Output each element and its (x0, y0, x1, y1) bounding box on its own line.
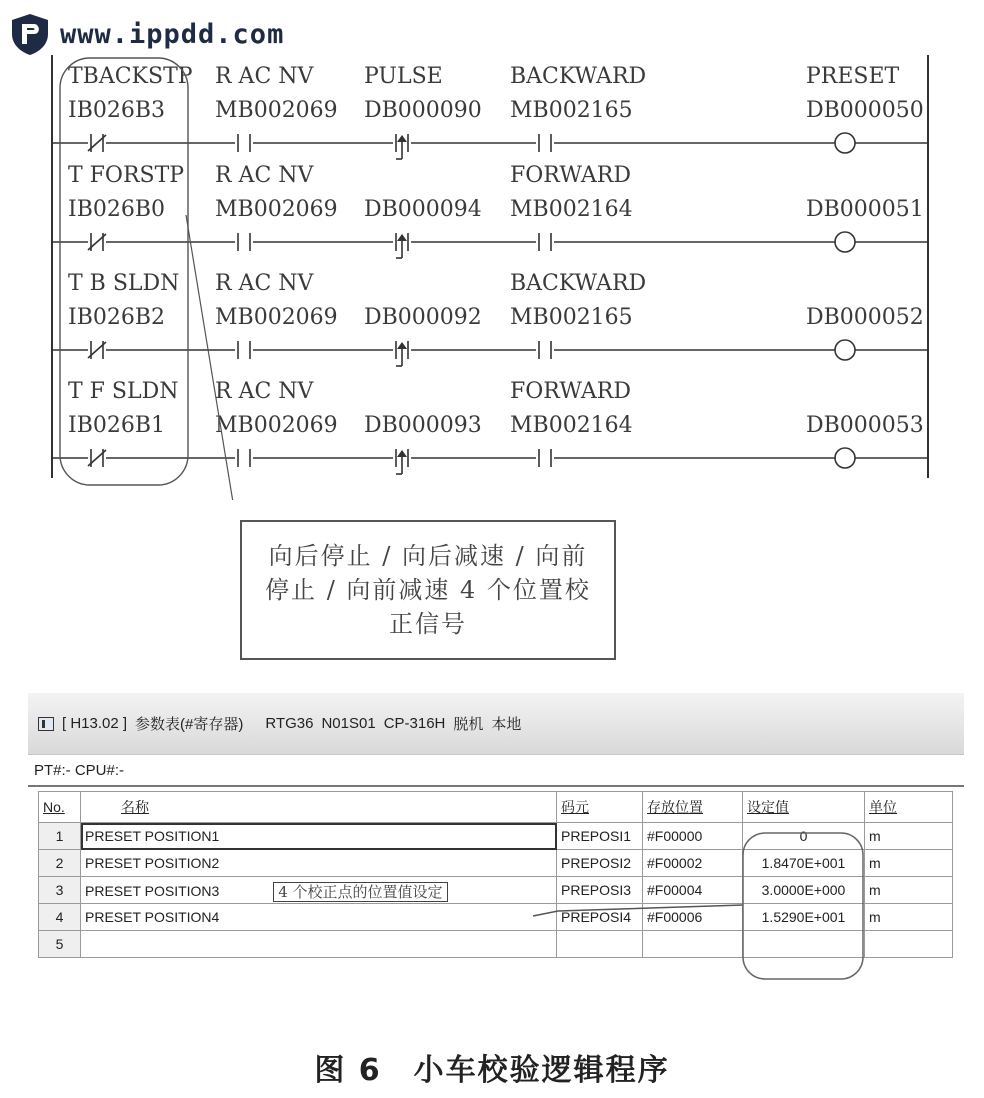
table-header-row (39, 792, 953, 823)
callout-line: 向后停止 / 向后减速 / 向前 (268, 542, 588, 570)
row-symbol-cell[interactable]: PREPOSI1 (557, 823, 643, 850)
row-name-cell[interactable]: PRESET POSITION2 (81, 850, 557, 877)
window-titlebar[interactable] (28, 693, 964, 755)
output-coil (835, 133, 855, 153)
coil-address-label: DB000051 (806, 197, 924, 222)
watermark (8, 12, 284, 56)
annotation-label: 4 个校正点的位置值设定 (273, 882, 447, 902)
coil-address-label: DB000050 (806, 98, 924, 123)
title-station: N01S01 (321, 715, 376, 732)
contact-address-label: MB002069 (215, 305, 338, 330)
coil-address-label: DB000053 (806, 413, 924, 438)
table-row[interactable] (39, 904, 953, 931)
row-symbol-cell[interactable] (557, 931, 643, 958)
window-app-icon (38, 717, 54, 731)
contact-address-label: IB026B2 (68, 305, 166, 330)
col-header-no[interactable]: No. (39, 792, 81, 823)
contact-name-label: PULSE (364, 64, 443, 89)
ippdd-shield-logo-icon (8, 12, 52, 56)
row-symbol-cell[interactable]: PREPOSI3 (557, 877, 643, 904)
watermark-text: www.ippdd.com (60, 18, 285, 50)
title-project: RTG36 (265, 715, 314, 732)
contact-name-label: R AC NV (215, 64, 314, 89)
coil-name-label: PRESET (806, 64, 900, 89)
row-unit-cell[interactable]: m (865, 877, 953, 904)
row-no: 3 (39, 877, 81, 904)
row-value-cell[interactable]: 1.8470E+001 (743, 850, 865, 877)
contact-name-label: BACKWARD (510, 64, 647, 89)
row-no: 4 (39, 904, 81, 931)
contact-address-label: MB002164 (510, 197, 633, 222)
callout-line: 正信号 (389, 610, 467, 638)
contact-name-label: FORWARD (510, 163, 631, 188)
contact-name-label: BACKWARD (510, 271, 647, 296)
contact-address-label: IB026B0 (68, 197, 166, 222)
contact-address-label: MB002165 (510, 98, 633, 123)
contact-address-label: DB000093 (364, 413, 482, 438)
contact-name-label: T B SLDN (68, 271, 180, 296)
ladder-diagram (0, 0, 984, 500)
title-table-name: 参数表(#寄存器) (135, 716, 244, 733)
contact-name-label: T FORSTP (68, 163, 185, 188)
contact-address-label: IB026B1 (68, 413, 166, 438)
col-header-name[interactable]: 名称 (81, 792, 557, 823)
output-coil (835, 448, 855, 468)
title-cpu-model: CP-316H (383, 715, 446, 732)
row-value-cell[interactable]: 0 (743, 823, 865, 850)
row-symbol-cell[interactable]: PREPOSI4 (557, 904, 643, 931)
col-header-location[interactable]: 存放位置 (643, 792, 743, 823)
row-location-cell (643, 931, 743, 958)
title-offline-status: 脱机 (453, 716, 484, 733)
row-symbol-cell[interactable]: PREPOSI2 (557, 850, 643, 877)
contact-address-label: MB002069 (215, 197, 338, 222)
col-header-symbol[interactable]: 码元 (557, 792, 643, 823)
contact-name-label: R AC NV (215, 163, 314, 188)
callout-box (240, 520, 616, 660)
contact-address-label: IB026B3 (68, 98, 166, 123)
contact-address-label: MB002165 (510, 305, 633, 330)
table-row[interactable] (39, 850, 953, 877)
coil-address-label: DB000052 (806, 305, 924, 330)
contact-address-label: MB002164 (510, 413, 633, 438)
row-name-text: PRESET POSITION3 (85, 882, 220, 899)
row-value-cell[interactable]: 1.5290E+001 (743, 904, 865, 931)
row-name-cell[interactable] (81, 877, 557, 904)
output-coil (835, 232, 855, 252)
row-unit-cell[interactable]: m (865, 850, 953, 877)
row-location-cell: #F00000 (643, 823, 743, 850)
contact-address-label: DB000094 (364, 197, 482, 222)
row-unit-cell[interactable]: m (865, 823, 953, 850)
pt-cpu-status: PT#:- CPU#:- (28, 755, 964, 787)
callout-text (258, 539, 598, 641)
parameter-table-window (28, 693, 964, 1021)
row-value-cell[interactable]: 3.0000E+000 (743, 877, 865, 904)
row-location-cell: #F00004 (643, 877, 743, 904)
output-coil (835, 340, 855, 360)
contact-name-label: T F SLDN (68, 379, 179, 404)
row-unit-cell[interactable] (865, 931, 953, 958)
contact-address-label: MB002069 (215, 413, 338, 438)
contact-address-label: MB002069 (215, 98, 338, 123)
table-row[interactable] (39, 931, 953, 958)
table-row[interactable] (39, 823, 953, 850)
contact-address-label: DB000090 (364, 98, 482, 123)
row-no: 2 (39, 850, 81, 877)
table-row[interactable] (39, 877, 953, 904)
figure-caption: 图 6 小车校验逻辑程序 (314, 1053, 670, 1088)
title-local-status: 本地 (491, 716, 522, 733)
contact-name-label: R AC NV (215, 379, 314, 404)
contact-name-label: TBACKSTP (68, 64, 193, 89)
parameter-table (38, 791, 953, 958)
callout-line: 停止 / 向前减速 4 个位置校 (265, 576, 591, 604)
contact-address-label: DB000092 (364, 305, 482, 330)
row-name-cell[interactable]: PRESET POSITION4 (81, 904, 557, 931)
row-unit-cell[interactable]: m (865, 904, 953, 931)
row-name-cell[interactable] (81, 931, 557, 958)
row-location-cell: #F00002 (643, 850, 743, 877)
row-name-cell[interactable]: PRESET POSITION1 (81, 823, 557, 850)
col-header-value[interactable]: 设定值 (743, 792, 865, 823)
col-header-unit[interactable]: 单位 (865, 792, 953, 823)
contact-name-label: FORWARD (510, 379, 631, 404)
row-no: 1 (39, 823, 81, 850)
row-location-cell: #F00006 (643, 904, 743, 931)
row-no: 5 (39, 931, 81, 958)
contact-name-label: R AC NV (215, 271, 314, 296)
title-version: [ H13.02 ] (62, 715, 128, 732)
row-value-cell[interactable] (743, 931, 865, 958)
